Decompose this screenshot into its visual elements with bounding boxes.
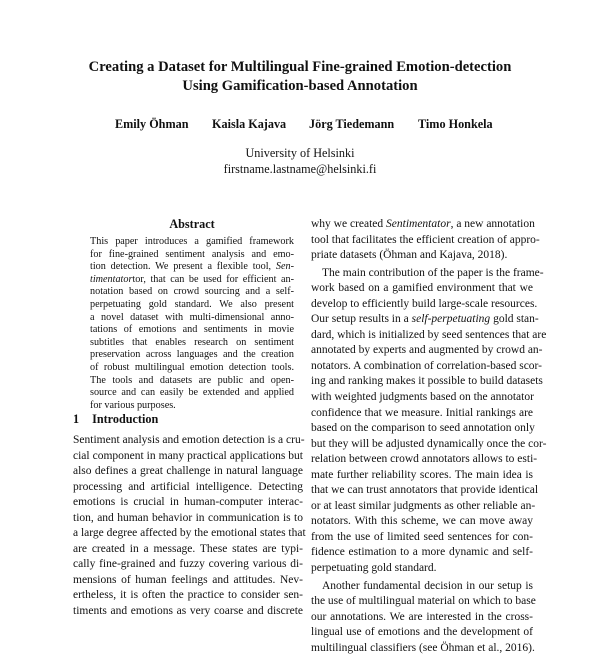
abstract-line: [90, 261, 294, 274]
body-line: also defines a great challenge in natural language: [73, 465, 303, 478]
tool-name: timentator: [90, 273, 133, 285]
affiliation: University of Helsinki: [245, 146, 355, 160]
body-line: processing and artificial intelligence. Detecting: [73, 480, 303, 493]
body-line: notators. A combination of correlation-based scor-: [311, 359, 542, 372]
abstract-text: tor, that can be used for efficient an-: [132, 273, 294, 285]
body-line: tion, and human behavior in communication is to: [73, 511, 303, 524]
body-line: mensions of human feelings and attitudes. Nev-: [73, 573, 303, 586]
body-line: mate further reliability scores. The main idea is: [311, 468, 533, 481]
body-line: multilingual classifiers (see Öhman et al., 2016).: [311, 641, 535, 654]
body-line: tool that facilitates the efficient creation of appro-: [311, 233, 540, 246]
body-line: a large degree affected by the emotional states that: [73, 527, 306, 540]
body-line: but they will be adjusted dynamically once the cor-: [311, 437, 547, 450]
abstract-line: [90, 274, 294, 287]
right-column-body: [311, 217, 547, 656]
body-text: , a new annotation: [450, 218, 535, 230]
author-list: [0, 117, 600, 133]
section-title: Introduction: [92, 412, 159, 426]
abstract-line: notation based on crowd sourcing and a self-: [90, 286, 294, 298]
body-line: perpetuating gold standard.: [311, 562, 437, 575]
body-line: or at least similar judgments as other reliable an-: [311, 499, 536, 512]
abstract-line: perpetuating gold standard. We also present: [90, 298, 294, 310]
body-line: Another fundamental decision in our setup is: [322, 579, 533, 592]
body-line: dard, which is initialized by seed sentences that are: [311, 328, 547, 341]
body-line: with weighted judgments based on the annotator: [311, 391, 534, 404]
body-line: Sentiment analysis and emotion detection is a cru-: [73, 434, 305, 446]
title-line-1: Creating a Dataset for Multilingual Fine-grained Emotion-detection: [88, 59, 512, 75]
body-line: develop to efficiently build large-scale resources.: [311, 297, 538, 310]
body-line: annotated by experts and augmented by crowd an-: [311, 344, 543, 357]
section-heading-introduction: [73, 412, 158, 427]
body-line: ertheless, it is often the practice to consider sen-: [73, 589, 303, 602]
abstract-line: The tools and datasets are public and open-: [90, 374, 294, 386]
abstract-line: This paper introduces a gamified framework: [90, 236, 294, 247]
body-line: that we can trust annotators that provide identical: [311, 484, 539, 497]
tool-name: Sentimentator: [386, 218, 451, 230]
author-email: firstname.lastname@helsinki.fi: [223, 162, 377, 176]
abstract-line: for fine-grained sentiment analysis and emo-: [90, 248, 294, 260]
introduction-body: [73, 433, 306, 620]
abstract-text: tion detection. We present a flexible tool,: [90, 261, 276, 273]
body-text: why we created: [311, 218, 387, 230]
body-line: [311, 217, 533, 233]
abstract-line: preservation across languages and the creation: [90, 349, 294, 361]
body-line: our annotations. We are interested in the cross-: [311, 610, 533, 623]
emphasis-text: self-perpetuating: [411, 313, 491, 326]
body-line: cial component in many practical applications but: [73, 449, 303, 462]
affiliation-block: [0, 145, 600, 177]
body-line: emotions is crucial in human-computer interac-: [73, 496, 303, 509]
section-number: 1: [73, 412, 80, 426]
body-text: Our setup results in a: [311, 313, 412, 326]
body-line: ing and ranking makes it possible to build datasets: [311, 375, 543, 388]
body-line: work based on a gamified environment that we: [311, 282, 533, 295]
body-line: priate datasets (Öhman and Kajava, 2018).: [311, 249, 508, 262]
author-name: Kaisla Kajava: [212, 117, 287, 131]
body-line: based on the comparison to seed annotation only: [311, 422, 535, 435]
abstract-line: for various purposes.: [90, 399, 176, 411]
body-line: relation between crowd annotators allows to esti-: [311, 453, 538, 466]
body-line: The main contribution of the paper is the frame-: [322, 266, 544, 279]
body-line: are created in a message. These states are typi-: [73, 542, 303, 555]
body-line: confidence that we measure. Initial rankings are: [311, 406, 533, 419]
body-line: the use of multilingual material on which to base: [311, 595, 536, 608]
paper-title: [60, 58, 540, 96]
abstract-body: [90, 236, 294, 412]
title-line-2: Using Gamification-based Annotation: [182, 78, 418, 94]
body-line: from the use of limited seed sentences for con-: [311, 530, 533, 543]
body-line: timents and emotions as very coarse and discrete: [73, 605, 303, 618]
body-line: cally fine-grained and fuzzy covering various di-: [73, 558, 303, 571]
tool-name: Sen-: [275, 261, 294, 273]
body-line: fidence estimation to a more dynamic and self-: [311, 546, 533, 559]
body-text: gold stan-: [490, 313, 539, 326]
author-name: Emily Öhman: [115, 117, 189, 131]
abstract-heading: Abstract: [169, 217, 215, 231]
author-name: Timo Honkela: [418, 117, 493, 131]
body-line: lingual use of emotions and the development of: [311, 626, 533, 639]
body-line: [311, 312, 539, 328]
author-name: Jörg Tiedemann: [309, 117, 395, 131]
abstract-line: a novel dataset with multi-dimensional anno-: [90, 311, 294, 323]
abstract-line: of robust multilingual emotion detection tools.: [90, 361, 294, 373]
abstract-line: subtitles that enables research on sentiment: [90, 336, 294, 348]
abstract-line: source and can easily be extended and applied: [90, 387, 294, 399]
body-line: notators. With this scheme, we can move away: [311, 515, 533, 528]
abstract-line: tations of emotions and sentiments in movie: [90, 324, 294, 336]
